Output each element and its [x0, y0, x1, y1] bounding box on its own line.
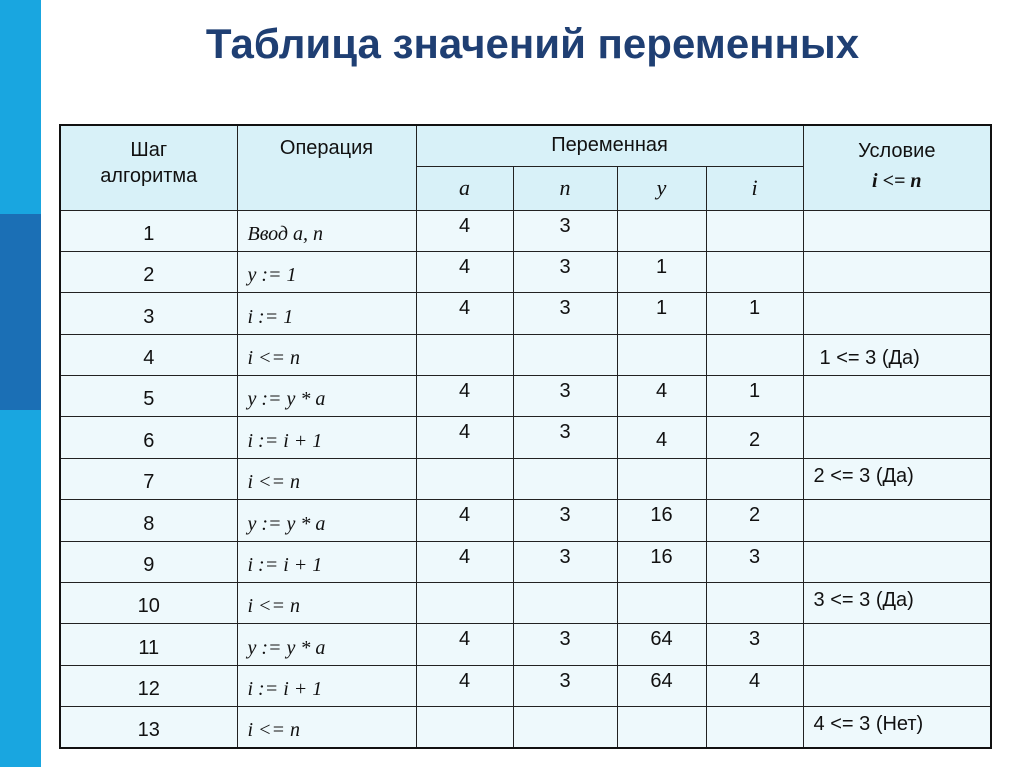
var-n-cell: 3: [513, 293, 617, 334]
header-step: [60, 125, 237, 210]
step-cell: 9: [60, 541, 237, 582]
var-i-cell: [706, 210, 803, 251]
var-a-cell: 4: [416, 293, 513, 334]
condition-cell: [803, 251, 991, 292]
var-n-cell: 3: [513, 500, 617, 541]
operation-cell: y := 1: [237, 251, 416, 292]
var-n-cell: 3: [513, 210, 617, 251]
var-y-cell: 4: [617, 417, 706, 458]
var-i-cell: 2: [706, 417, 803, 458]
var-y-cell: [617, 334, 706, 375]
step-cell: 8: [60, 500, 237, 541]
step-cell: 11: [60, 624, 237, 665]
condition-cell: [803, 541, 991, 582]
condition-cell: 3 <= 3 (Да): [803, 583, 991, 624]
table-row: [60, 583, 991, 624]
var-i-cell: 2: [706, 500, 803, 541]
var-n-cell: 3: [513, 541, 617, 582]
table-row: [60, 707, 991, 748]
var-y-cell: [617, 707, 706, 748]
var-y-cell: 1: [617, 251, 706, 292]
var-a-cell: 4: [416, 624, 513, 665]
var-y-cell: 64: [617, 665, 706, 706]
var-i-cell: [706, 251, 803, 292]
step-cell: 4: [60, 334, 237, 375]
condition-cell: 2 <= 3 (Да): [803, 458, 991, 499]
var-a-cell: [416, 583, 513, 624]
side-decoration-accent: [0, 214, 41, 410]
operation-cell: i := i + 1: [237, 665, 416, 706]
operation-cell: i <= n: [237, 583, 416, 624]
var-i-cell: [706, 334, 803, 375]
table-row: [60, 624, 991, 665]
var-a-cell: 4: [416, 210, 513, 251]
var-n-cell: [513, 707, 617, 748]
step-cell: 6: [60, 417, 237, 458]
var-n-cell: [513, 334, 617, 375]
operation-cell: y := y * a: [237, 624, 416, 665]
condition-cell: [803, 624, 991, 665]
table-row: [60, 293, 991, 334]
var-y-cell: 4: [617, 376, 706, 417]
var-n-cell: 3: [513, 665, 617, 706]
condition-cell: [803, 665, 991, 706]
header-var-i: i: [706, 166, 803, 210]
header-condition-label: Условие: [858, 140, 936, 162]
var-n-cell: [513, 583, 617, 624]
var-a-cell: 4: [416, 541, 513, 582]
table-row: [60, 334, 991, 375]
operation-cell: Ввод a, n: [237, 210, 416, 251]
var-n-cell: 3: [513, 376, 617, 417]
step-cell: 5: [60, 376, 237, 417]
step-cell: 12: [60, 665, 237, 706]
header-var-n: n: [513, 166, 617, 210]
table-header: [60, 125, 991, 210]
operation-cell: i <= n: [237, 707, 416, 748]
var-i-cell: 3: [706, 624, 803, 665]
header-var-a: a: [416, 166, 513, 210]
table-row: [60, 665, 991, 706]
header-step-line2: алгоритма: [100, 165, 198, 187]
table-row: [60, 541, 991, 582]
step-cell: 3: [60, 293, 237, 334]
table-row: [60, 210, 991, 251]
var-y-cell: [617, 458, 706, 499]
slide-title: Таблица значений переменных: [205, 20, 860, 67]
var-n-cell: 3: [513, 624, 617, 665]
condition-cell: 1 <= 3 (Да): [803, 334, 991, 375]
variables-table: [59, 124, 992, 749]
var-a-cell: 4: [416, 251, 513, 292]
var-y-cell: 64: [617, 624, 706, 665]
table-row: [60, 500, 991, 541]
var-y-cell: 16: [617, 541, 706, 582]
operation-cell: i <= n: [237, 334, 416, 375]
table-row: [60, 458, 991, 499]
side-decoration-bar: [0, 0, 41, 767]
step-cell: 1: [60, 210, 237, 251]
var-i-cell: 1: [706, 376, 803, 417]
var-n-cell: 3: [513, 251, 617, 292]
operation-cell: i := 1: [237, 293, 416, 334]
var-a-cell: 4: [416, 500, 513, 541]
operation-cell: i <= n: [237, 458, 416, 499]
var-y-cell: [617, 210, 706, 251]
var-y-cell: [617, 583, 706, 624]
var-a-cell: [416, 707, 513, 748]
var-a-cell: 4: [416, 376, 513, 417]
var-a-cell: [416, 334, 513, 375]
operation-cell: i := i + 1: [237, 417, 416, 458]
step-cell: 7: [60, 458, 237, 499]
header-var-y: y: [617, 166, 706, 210]
header-variable: Переменная: [416, 125, 803, 166]
step-cell: 2: [60, 251, 237, 292]
header-condition: [803, 125, 991, 210]
var-i-cell: 3: [706, 541, 803, 582]
var-a-cell: 4: [416, 417, 513, 458]
table-row: [60, 376, 991, 417]
var-a-cell: [416, 458, 513, 499]
var-n-cell: [513, 458, 617, 499]
step-cell: 13: [60, 707, 237, 748]
var-y-cell: 1: [617, 293, 706, 334]
var-i-cell: [706, 707, 803, 748]
var-i-cell: 1: [706, 293, 803, 334]
operation-cell: i := i + 1: [237, 541, 416, 582]
condition-cell: [803, 210, 991, 251]
var-i-cell: [706, 458, 803, 499]
header-step-line1: Шаг: [130, 139, 168, 161]
condition-cell: [803, 417, 991, 458]
operation-cell: y := y * a: [237, 376, 416, 417]
condition-cell: 4 <= 3 (Нет): [803, 707, 991, 748]
condition-cell: [803, 293, 991, 334]
table-body: [60, 210, 991, 748]
var-n-cell: 3: [513, 417, 617, 458]
operation-cell: y := y * a: [237, 500, 416, 541]
condition-cell: [803, 376, 991, 417]
step-cell: 10: [60, 583, 237, 624]
header-operation: Операция: [237, 125, 416, 210]
var-i-cell: [706, 583, 803, 624]
var-a-cell: 4: [416, 665, 513, 706]
condition-cell: [803, 500, 991, 541]
var-y-cell: 16: [617, 500, 706, 541]
table-row: [60, 251, 991, 292]
table-row: [60, 417, 991, 458]
header-condition-expr: i <= n: [872, 170, 922, 192]
var-i-cell: 4: [706, 665, 803, 706]
